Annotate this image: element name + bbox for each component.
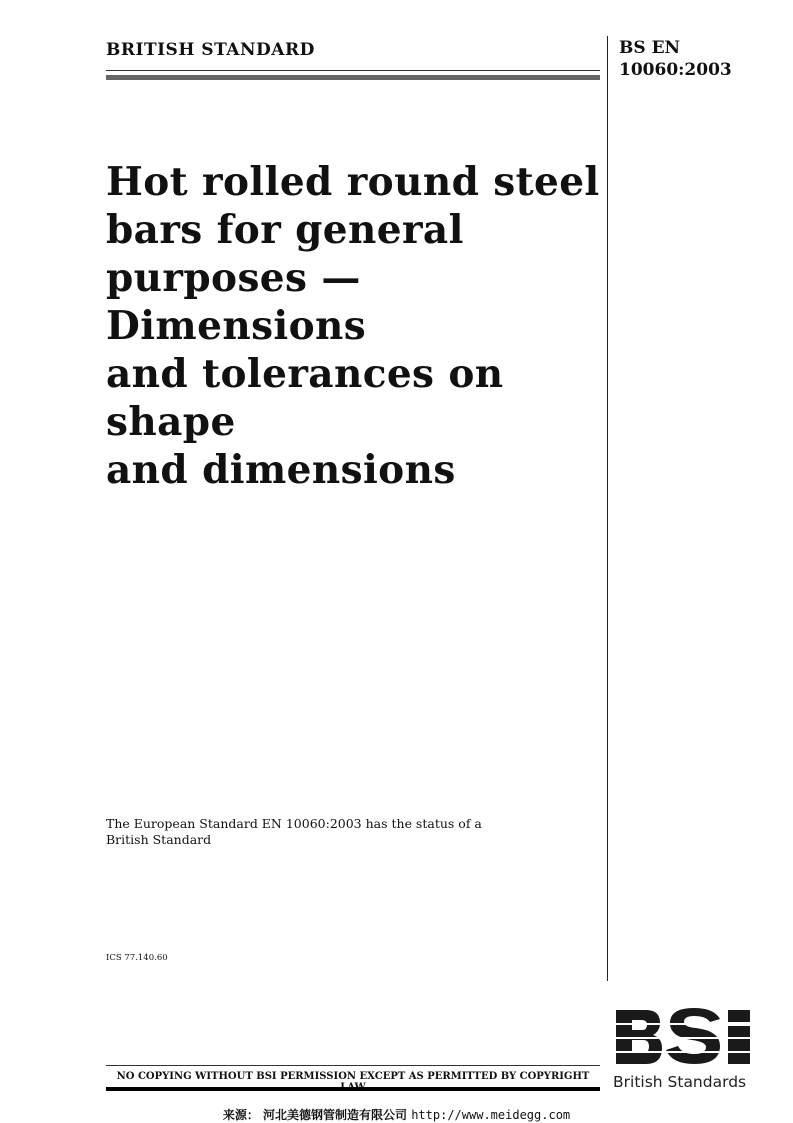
header-rule-thick [106, 75, 600, 80]
status-note-line2: British Standard [106, 832, 212, 847]
status-note-line1: The European Standard EN 10060:2003 has the status of a [106, 816, 482, 831]
standard-number-line2: 10060:2003 [619, 60, 732, 80]
standard-number [619, 37, 732, 81]
footer-rule-thin [106, 1065, 600, 1066]
document-title [106, 158, 601, 494]
title-line: purposes — Dimensions [106, 255, 367, 349]
bsi-logo [612, 1008, 757, 1066]
status-note [106, 816, 506, 848]
source-label: 来源： 河北美德钢管制造有限公司 [222, 1108, 408, 1122]
title-line: and dimensions [106, 447, 456, 493]
header-label: BRITISH STANDARD [106, 40, 315, 60]
ics-code: ICS 77.140.60 [106, 953, 168, 963]
vertical-divider [607, 36, 608, 981]
title-line: Hot rolled round steel [106, 159, 600, 205]
title-line: bars for general [106, 207, 464, 253]
header-rule-thin [106, 70, 600, 71]
title-line: and tolerances on shape [106, 351, 504, 445]
footer-rule-thick [106, 1087, 600, 1091]
source-url[interactable]: http://www.meidegg.com [411, 1108, 571, 1122]
copyright-notice: NO COPYING WITHOUT BSI PERMISSION EXCEPT AS PERMITTED BY COPYRIGHT [116, 1071, 590, 1082]
standard-number-line1: BS EN [619, 38, 681, 58]
source-line [0, 1106, 793, 1123]
bsi-caption: British Standards [613, 1073, 747, 1091]
